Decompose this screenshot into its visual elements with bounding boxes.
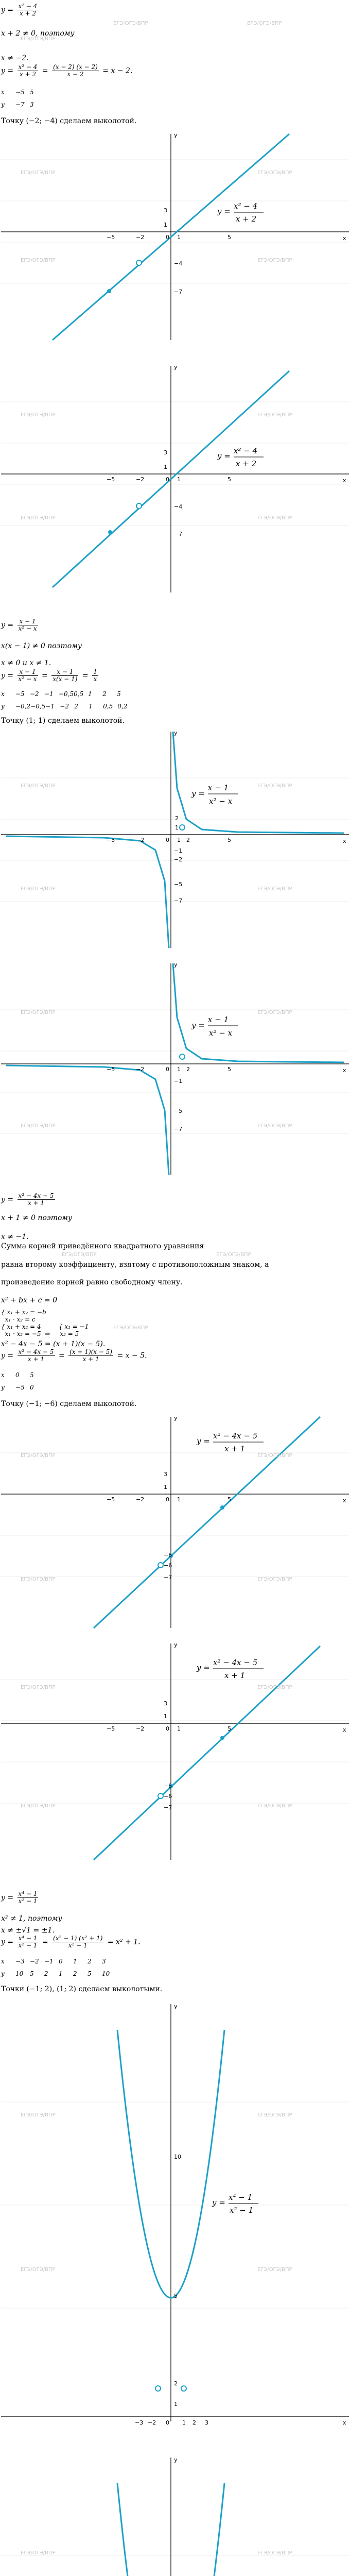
x-tick: −5: [107, 1066, 115, 1073]
hollow-point: [158, 1563, 163, 1568]
graph-grid: [1, 2102, 349, 2308]
graph-grid: [1, 1453, 349, 1577]
watermark: ЕГЭ/ОГЭ/ВПР: [216, 1252, 251, 1258]
x-tick: 0: [166, 1725, 169, 1732]
graph-label-num: x − 1: [208, 1015, 229, 1024]
sec1-table-y: y −7 3: [1, 101, 34, 108]
sec3-equation: x² + bx + c = 0: [1, 1296, 58, 1304]
watermark: ЕГЭ/ОГЭ/ВПР: [247, 21, 282, 26]
sec3-vieta-3: произведение корней равно свободному члену.: [1, 1278, 183, 1286]
y-tick: 1: [164, 464, 167, 470]
y-tick: −7: [164, 1574, 172, 1581]
y-tick: −1: [174, 1078, 183, 1084]
sec1-graph-a: [1, 129, 349, 345]
watermark: ЕГЭ/ОГЭ/ВПР: [113, 1325, 148, 1331]
y-tick: −7: [164, 1804, 172, 1811]
y-axis-label: y: [174, 2456, 178, 2463]
graph-label-den: x² − x: [209, 796, 233, 806]
x-tick: 0: [166, 234, 169, 241]
x-axis-label: x: [343, 235, 346, 242]
sec4-table-y: y 10 5 2 1 2 5 10: [1, 1970, 110, 1977]
y-tick: −7: [174, 1126, 183, 1132]
x-tick: −5: [107, 837, 115, 843]
y-tick: 1: [174, 2401, 178, 2408]
graph-label-den: x + 1: [224, 1671, 246, 1680]
watermark: ЕГЭ/ОГЭ/ВПР: [113, 21, 148, 26]
graph-grid: [1, 2555, 349, 2576]
watermark: ЕГЭ/ОГЭ/ВПР: [21, 1453, 56, 1459]
sec3-condition: x + 1 ≠ 0 поэтому: [1, 1214, 73, 1222]
y-tick: 5: [174, 2293, 178, 2299]
plot-point: [220, 1505, 224, 1510]
hollow-point: [136, 503, 142, 509]
watermark: ЕГЭ/ОГЭ/ВПР: [257, 2112, 292, 2118]
x-tick: −5: [107, 476, 115, 483]
watermark: ЕГЭ/ОГЭ/ВПР: [257, 783, 292, 789]
y-axis-label: y: [174, 364, 178, 370]
sec2-simplify: y = $\frac{x - 1}{\text{x² − x}}$ = $\frac{x - 1}{x(x - 1)}$ = $\frac{1}{x}$: [1, 668, 97, 683]
x-tick: 5: [227, 476, 231, 483]
hyperbola-left: [6, 836, 169, 948]
graph-line: [94, 1646, 320, 1860]
y-tick: −6: [164, 1793, 172, 1800]
sec3-table-y: y −5 0: [1, 1384, 34, 1391]
x-axis-label: x: [343, 838, 346, 844]
sec4-graph-a: [1, 1999, 349, 2427]
svg-text:y =: y =: [197, 1663, 210, 1672]
x-tick: −5: [107, 1496, 115, 1503]
watermark: ЕГЭ/ОГЭ/ВПР: [257, 515, 292, 521]
y-tick: −4: [174, 260, 183, 267]
x-axis-label: x: [343, 1726, 346, 1733]
watermark: ЕГЭ/ОГЭ/ВПР: [21, 170, 56, 176]
graph-grid: [1, 1680, 349, 1803]
y-axis-label: y: [174, 2003, 178, 2010]
y-tick: 1: [164, 1713, 167, 1720]
watermark: ЕГЭ/ОГЭ/ВПР: [21, 886, 56, 892]
watermark: ЕГЭ/ОГЭ/ВПР: [21, 2267, 56, 2273]
x-tick: 1: [177, 1725, 181, 1732]
sec3-function: y = $\frac{\text{x² − 4x − 5}}{x + 1}$: [1, 1192, 54, 1207]
sec3-factor: x² − 4x − 5 = (x + 1)(x − 5).: [1, 1340, 106, 1348]
y-tick: −1: [174, 848, 183, 854]
y-tick: 3: [164, 1700, 167, 1707]
x-tick: 0: [166, 1496, 169, 1503]
graph-label-den: x² − 1: [230, 2206, 254, 2215]
sec3-vieta-system: { x₁ + x₂ = −b x₁ · x₂ = c { x₁ + x₂ = 4 { x₁ = −1 x₁ · x₂ = −5 ⇒ x₂ = 5: [1, 1309, 89, 1337]
graph-label-num: x − 1: [208, 783, 229, 792]
x-tick: 2: [186, 1066, 190, 1073]
x-tick: 5: [227, 837, 231, 843]
hollow-point: [136, 260, 142, 265]
sec1-domain: x ≠ −2.: [1, 54, 29, 62]
svg-text:y =: y =: [212, 2198, 225, 2207]
hollow-point: [158, 1793, 163, 1799]
watermark: ЕГЭ/ОГЭ/ВПР: [257, 886, 292, 892]
x-tick: 1: [177, 837, 181, 843]
x-tick: 0: [166, 2419, 169, 2426]
graph-label-den: x² − x: [209, 1028, 233, 1038]
sec4-function: y = $\frac{\text{x⁴ − 1}}{\text{x² − 1}}$: [1, 1890, 38, 1905]
hollow-point: [180, 825, 185, 830]
watermark: ЕГЭ/ОГЭ/ВПР: [257, 1577, 292, 1582]
watermark: ЕГЭ/ОГЭ/ВПР: [21, 1685, 56, 1690]
watermark: ЕГЭ/ОГЭ/ВПР: [257, 1685, 292, 1690]
hollow-point: [181, 2386, 186, 2391]
sec2-table-x: x −5 −2 −1 −0,50,5 1 2 5: [1, 690, 121, 698]
x-tick: 2: [192, 2419, 196, 2426]
graph-label-num: x² − 4x − 5: [213, 1658, 258, 1667]
y-tick: 1: [164, 1484, 167, 1490]
graph-grid: [1, 1010, 349, 1133]
x-tick: −3: [135, 2419, 144, 2426]
watermark: ЕГЭ/ОГЭ/ВПР: [21, 1577, 56, 1582]
x-tick: 3: [205, 2419, 208, 2426]
graph-label-num: x⁴ − 1: [229, 2193, 253, 2202]
x-tick: 1: [177, 1496, 181, 1503]
x-tick: −2: [136, 1725, 145, 1732]
sec2-function: y = $\frac{x - 1}{\text{x² − x}}$: [1, 618, 37, 632]
sec1-condition: x + 2 ≠ 0, поэтому: [1, 29, 75, 38]
x-tick: 2: [186, 837, 190, 843]
y-tick: −7: [174, 897, 183, 904]
watermark: ЕГЭ/ОГЭ/ВПР: [21, 515, 56, 521]
sec4-condition: x² ≠ 1, поэтому: [1, 1914, 62, 1923]
x-tick: 1: [177, 476, 181, 483]
y-tick: −5: [174, 881, 183, 888]
x-tick: 5: [227, 1496, 231, 1503]
graph-line: [94, 1417, 320, 1628]
y-tick: −6: [164, 1562, 172, 1569]
svg-text:y =: y =: [217, 207, 231, 216]
sec3-table-x: x 0 5: [1, 1371, 34, 1379]
sec2-condition: x(x − 1) ≠ 0 поэтому: [1, 642, 82, 650]
y-tick: −7: [174, 289, 183, 295]
y-tick: −5: [164, 1783, 172, 1789]
watermark: ЕГЭ/ОГЭ/ВПР: [21, 412, 56, 418]
svg-text:y =: y =: [191, 1021, 205, 1030]
watermark: ЕГЭ/ОГЭ/ВПР: [257, 258, 292, 263]
y-tick: 1: [175, 824, 179, 831]
watermark: ЕГЭ/ОГЭ/ВПР: [257, 1803, 292, 1809]
hollow-point: [180, 1054, 185, 1059]
y-tick: −5: [174, 1108, 183, 1114]
y-tick: −4: [174, 503, 183, 510]
svg-text:y =: y =: [197, 1436, 210, 1446]
watermark: ЕГЭ/ОГЭ/ВПР: [257, 412, 292, 418]
graph-label-num: x² − 4: [234, 446, 258, 455]
watermark: ЕГЭ/ОГЭ/ВПР: [257, 2267, 292, 2273]
y-tick: 2: [174, 2380, 178, 2387]
sec3-point-note: Точку (−1; −6) сделаем выколотой.: [1, 1400, 137, 1408]
watermark: ЕГЭ/ОГЭ/ВПР: [62, 1252, 97, 1258]
x-tick: −2: [136, 1496, 145, 1503]
y-tick: 3: [164, 449, 167, 456]
svg-text:y =: y =: [217, 451, 231, 461]
graph-label-num: x² − 4: [234, 201, 258, 211]
sec1-graph-b: [1, 361, 349, 598]
y-tick: −7: [174, 531, 183, 537]
x-tick: 5: [227, 1066, 231, 1073]
y-tick: −5: [164, 1552, 172, 1558]
y-axis-label: y: [174, 132, 178, 139]
watermark: ЕГЭ/ОГЭ/ВПР: [21, 258, 56, 263]
sec2-table-y: y −0,2−0,5−1 −2 2 1 0,5 0,2: [1, 703, 128, 710]
sec3-domain: x ≠ −1.: [1, 1233, 29, 1241]
watermark: ЕГЭ/ОГЭ/ВПР: [21, 36, 56, 42]
sec1-simplify: y = $\frac{\text{x² − 4}}{x + 2}$ = $\frac{(x - 2) (x - 2)}{x - 2}$ = x − 2.: [1, 63, 133, 78]
x-axis-label: x: [343, 1497, 346, 1504]
watermark: ЕГЭ/ОГЭ/ВПР: [257, 1123, 292, 1129]
x-tick: 5: [227, 234, 231, 241]
sec1-function: y = $\frac{\text{x² − 4}}{x + 2}$: [1, 3, 38, 17]
x-tick: −5: [107, 1725, 115, 1732]
hollow-point: [155, 2386, 161, 2391]
y-tick: 10: [174, 2154, 181, 2160]
plot-point: [108, 530, 112, 534]
sec2-graph-a: [1, 726, 349, 953]
y-tick: 2: [175, 815, 179, 822]
y-axis-label: y: [174, 1415, 178, 1421]
x-axis-label: x: [343, 477, 346, 484]
plot-point: [220, 1736, 224, 1740]
sec4-simplify: y = $\frac{\text{x⁴ − 1}}{\text{x² − 1}}$ = $\frac{\text{(x² − 1) (x² + 1)}}{\text{x² − 1}}$ = x² + 1.: [1, 1935, 141, 1949]
sec2-point-note: Точку (1; 1) сделаем выколотой.: [1, 717, 125, 725]
watermark: ЕГЭ/ОГЭ/ВПР: [21, 2112, 56, 2118]
sec3-vieta-2: равна второму коэффициенту, взятому с противоположным знаком, а: [1, 1261, 269, 1269]
sec1-point-note: Точку (−2; −4) сделаем выколотой.: [1, 117, 137, 125]
graph-label-den: x + 2: [236, 214, 257, 224]
x-tick: 5: [227, 1725, 231, 1732]
graph-label-den: x + 1: [224, 1444, 246, 1453]
x-tick: −2: [148, 2419, 156, 2426]
y-tick: 3: [164, 207, 167, 214]
y-axis-label: y: [174, 1641, 178, 1648]
watermark: ЕГЭ/ОГЭ/ВПР: [257, 1010, 292, 1015]
x-tick: −2: [136, 837, 145, 843]
sec2-domain: x ≠ 0 и x ≠ 1.: [1, 659, 51, 667]
x-axis-label: x: [343, 2419, 346, 2426]
watermark: ЕГЭ/ОГЭ/ВПР: [257, 1453, 292, 1459]
x-tick: 1: [182, 2419, 186, 2426]
watermark: ЕГЭ/ОГЭ/ВПР: [21, 2550, 56, 2556]
x-tick: 1: [177, 1066, 181, 1073]
sec1-table-x: x −5 5: [1, 89, 34, 96]
hyperbola-right: [173, 732, 344, 833]
watermark: ЕГЭ/ОГЭ/ВПР: [257, 170, 292, 176]
sec2-graph-b: [1, 958, 349, 1180]
sec4-domain: x ≠ ±√1 = ±1.: [1, 1926, 55, 1935]
watermark: ЕГЭ/ОГЭ/ВПР: [21, 783, 56, 789]
graph-label-den: x + 2: [236, 459, 257, 468]
y-axis-label: y: [174, 730, 178, 736]
hyperbola-left: [6, 1065, 169, 1175]
sec4-table-x: x −3 −2 −1 0 1 2 3: [1, 1958, 106, 1965]
watermark: ЕГЭ/ОГЭ/ВПР: [21, 1010, 56, 1015]
graph-label-num: x² − 4x − 5: [213, 1431, 258, 1440]
sec3-vieta-1: Сумма корней приведённого квадратного уравнения: [1, 1242, 204, 1250]
x-axis-label: x: [343, 1067, 346, 1074]
x-tick: −2: [136, 234, 145, 241]
x-tick: −5: [107, 234, 115, 241]
y-tick: −2: [174, 856, 183, 863]
svg-text:y =: y =: [191, 789, 205, 798]
x-tick: −2: [136, 1066, 145, 1073]
sec3-simplify: y = $\frac{\text{x² − 4x − 5}}{x + 1}$ = $\frac{(x + 1)(x - 5)}{x + 1}$ = x − 5.: [1, 1348, 147, 1363]
watermark: ЕГЭ/ОГЭ/ВПР: [257, 2550, 292, 2556]
plot-point: [107, 289, 111, 293]
x-tick: 0: [166, 476, 169, 483]
x-tick: 0: [166, 1066, 169, 1073]
x-tick: 0: [166, 837, 169, 843]
watermark: ЕГЭ/ОГЭ/ВПР: [21, 1803, 56, 1809]
y-tick: 1: [164, 222, 167, 228]
sec3-graph-b: [1, 1638, 349, 1865]
x-tick: 1: [177, 234, 181, 241]
sec3-graph-a: [1, 1412, 349, 1633]
watermark: ЕГЭ/ОГЭ/ВПР: [21, 1123, 56, 1129]
y-tick: 3: [164, 1471, 167, 1478]
y-axis-label: y: [174, 961, 178, 968]
sec4-graph-b: [1, 2452, 349, 2576]
sec4-point-note: Точки (−1; 2), (1; 2) сделаем выколотыми.: [1, 1985, 163, 1993]
x-tick: −2: [136, 476, 145, 483]
